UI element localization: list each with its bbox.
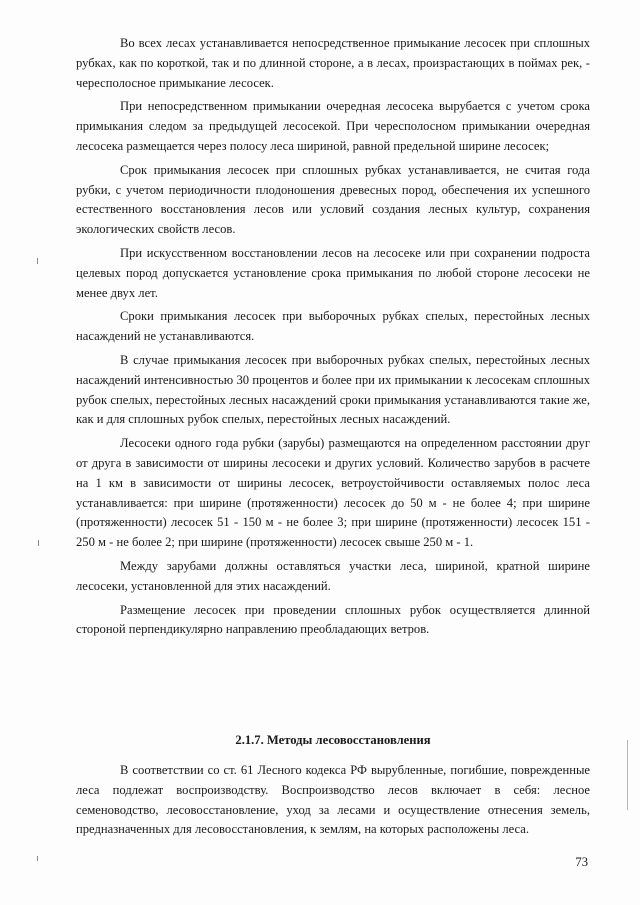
page-number: 73 [575, 855, 588, 869]
paragraph-2: При непосредственном примыкании очередная лесосека вырубается с учетом срока примыкания следом за предыдущей лесосекой. При чересполосном примыкании очередная лесосека размещается через полосу леса шириной, равной предельной ширине лесосек; [76, 99, 590, 153]
scan-mark-left-1 [37, 258, 38, 264]
section-body-text [76, 761, 590, 844]
section-heading: 2.1.7. Методы лесовосстановления [235, 733, 431, 747]
paragraph-1: Во всех лесах устанавливается непосредственное примыкание лесосек при сплошных рубках, как по короткой, так и по длинной стороне, а в лесах, произрастающих в поймах рек, - чересполосное примыкание лесосек. [76, 36, 590, 90]
body-text [76, 34, 590, 644]
paragraph-3: Срок примыкания лесосек при сплошных рубках устанавливается, не считая года рубки, с учетом периодичности плодоношения древесных пород, обеспечения их успешного естественного восстановления лесов или условий создания лесных культур, сохранения экологических свойств лесов. [76, 162, 590, 237]
scan-mark-left-2 [38, 540, 39, 546]
paragraph-9: Размещение лесосек при проведении сплошных рубок осуществляется длинной стороной перпендикулярно направлению преобладающих ветров. [76, 602, 590, 637]
scan-mark-right-1 [627, 740, 628, 810]
paragraph-5: Сроки примыкания лесосек при выборочных рубках спелых, перестойных лесных насаждений не устанавливаются. [76, 309, 590, 344]
scan-mark-left-3 [37, 856, 38, 861]
paragraph-7: Лесосеки одного года рубки (зарубы) размещаются на определенном расстоянии друг от друга в зависимости от ширины лесосеки и других условий. Количество зарубов в расчете на 1 км в зависимости от ширины лесосек, ветроустойчивости оставляемых полос леса устанавливается: при ширине (протяженности) лесосек до 50 м - не более 4; при ширине (протяженности) лесосек 51 - 150 м - не более 3; при ширине (протяженности) лесосек 151 - 250 м - не более 2; при ширине (протяженности) лесосек свыше 250 м - 1. [76, 436, 590, 550]
paragraph-8: Между зарубами должны оставляться участки леса, шириной, кратной ширине лесосеки, установленной для этих насаждений. [76, 558, 590, 593]
section-paragraph-1: В соответствии со ст. 61 Лесного кодекса РФ вырубленные, погибшие, поврежденные леса подлежат воспроизводству. Воспроизводство лесов включает в себя: лесное семеноводство, лесовосстановление, уход за лесами и осуществление отнесения земель, предназначенных для лесовосстановления, к землям, на которых расположены леса. [76, 763, 590, 837]
paragraph-4: При искусственном восстановлении лесов на лесосеке или при сохранении подроста целевых пород допускается установление срока примыкания по любой стороне лесосеки не менее двух лет. [76, 245, 590, 300]
paragraph-6: В случае примыкания лесосек при выборочных рубках спелых, перестойных лесных насаждений интенсивностью 30 процентов и более при их примыкании к лесосекам сплошных рубок спелых, перестойных лесных насаждений сроки примыкания устанавливаются такие же, как и для сплошных рубок спелых, перестойных лесных насаждений. [76, 352, 590, 427]
